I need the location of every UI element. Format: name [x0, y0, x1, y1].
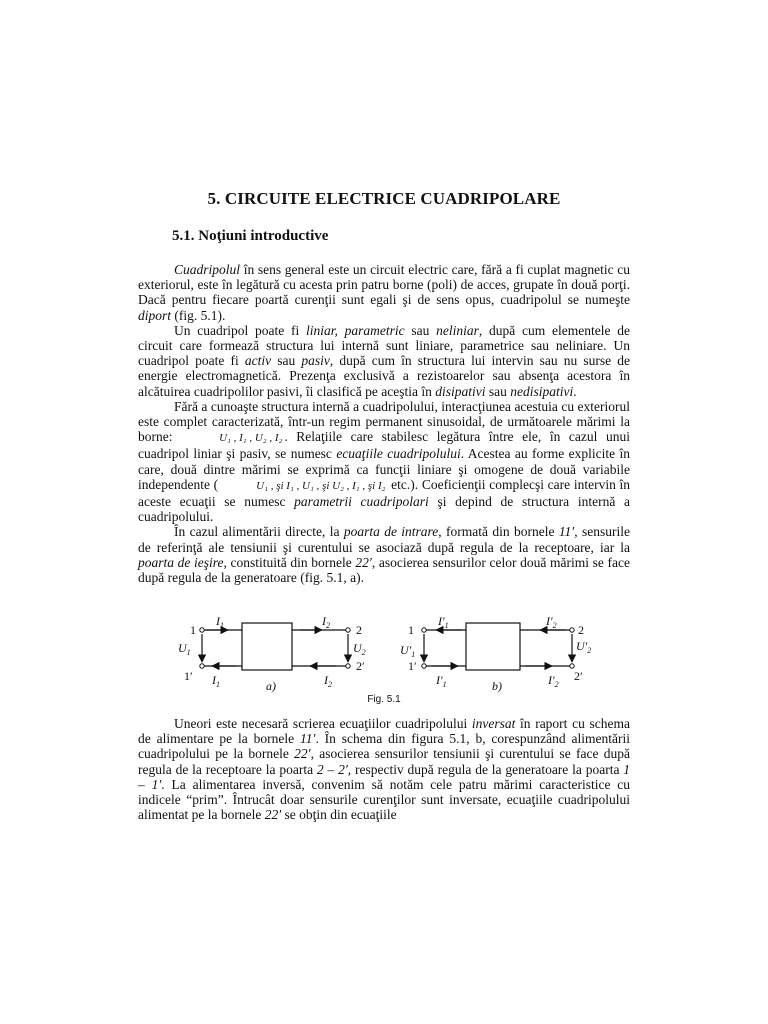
terminal-1p-a — [200, 664, 204, 668]
paragraph-1: Cuadripolul în sens general este un circuit electric care, fără a fi cuplat magnetic cu exteriorul, este în legătură cu acesta prin patru borne (poli) de acces, grupate în două porţi. Dacă pentru fiecare poartă curenţii sunt egali şi de sens opus, cuadripolul se numeşte diport (fig. 5.1). — [138, 262, 630, 323]
label-terminal-1-a: 1 — [190, 623, 196, 637]
label-i2-b: $I'_2$ — [546, 614, 557, 630]
body-text-bottom — [138, 716, 630, 822]
diagram-b — [424, 623, 572, 670]
chapter-title: 5. CIRCUITE ELECTRICE CUADRIPOLARE — [207, 189, 561, 208]
figure-caption: Fig. 5.1 — [367, 694, 401, 705]
terminal-1-b — [422, 628, 426, 632]
label-i2-return-b: $I'_2$ — [548, 673, 559, 689]
label-terminal-2-b: 2 — [578, 623, 584, 637]
label-u2-a: $U_2$ — [353, 641, 366, 657]
terminal-2-b — [570, 628, 574, 632]
label-terminal-2-a: 2 — [356, 623, 362, 637]
label-terminal-2p-a: 2′ — [356, 659, 365, 673]
label-i1-return-a: $I_1$ — [212, 673, 220, 689]
term-cuadripol: Cuadripolul — [174, 262, 241, 277]
label-u2-b: $U'_2$ — [576, 639, 592, 655]
label-terminal-2p-b: 2′ — [574, 669, 583, 683]
terminal-1p-b — [422, 664, 426, 668]
label-terminal-1p-b: 1′ — [408, 659, 417, 673]
label-u1-a: $U_1$ — [178, 641, 191, 657]
body-text-top — [138, 262, 630, 585]
label-i2-return-a: $I_2$ — [324, 673, 332, 689]
paragraph-2: Un cuadripol poate fi liniar, parametric sau neliniar, după cum elementele de circuit care formează structura lui internă sunt liniare, parametrice sau neliniare. Un cuadripol poate fi activ sau pasiv, după cum în structura lui intervin sau nu surse de energie electromagnetică. Prezenţa exclusivă a rezistoarelor sau absenţa acestora în alcătuirea cuadripolilor pasivi, îi clasifică pe aceştia în disipativi sau nedisipativi. — [138, 322, 630, 399]
label-terminal-1p-a: 1′ — [184, 669, 193, 683]
two-port-diagrams — [170, 604, 600, 694]
two-port-box-a — [242, 623, 292, 670]
variable-pairs: U₁ , şi I₁ , U₁ , şi U₂ , I₁ , şi I₂ — [256, 479, 386, 492]
terminal-2-a — [346, 628, 350, 632]
paragraph-4: În cazul alimentării directe, la poarta de intrare, formată din bornele 11′, sensurile de referinţă ale tensiunii şi curentului se asociază după regula de la receptoare, iar la poarta de ieşire, constituită din bornele 22′, asocierea sensurilor celor două mărimi se face după regula de la generatoare (fig. 5.1, a). — [138, 524, 630, 586]
paragraph-3: Fără a cunoaşte structura internă a cuadripolului, interacţiunea acestuia cu exteriorul este complet caracterizată, într-un regim permanent sinusoidal, de următoarele mărimi la borne: U₁ , I₁ , U₂ , I₂ . Relaţiile care stabilesc legătura între ele, în cazul unui cuadripol liniar şi pasiv, se numesc ecuaţiile cuadripolului. Acestea au forme explicite în care, două dintre mărimi se exprimă ca funcţii liniare şi omogene de două variabile independente ( U₁ , şi I₁ , U₁ , şi U₂ , I₁ , şi I₂ etc.). Coeficienţii complecşi care intervin în aceste ecuaţii se numesc parametrii cuadripolari şi depind de structura internă a cuadripolului. — [138, 398, 631, 525]
term-diport: diport — [138, 307, 172, 323]
label-i1-b: $I'_1$ — [438, 614, 449, 630]
paragraph-5: Uneori este necesară scrierea ecuaţiilor cuadripolului inversat în raport cu schema de alimentare pe la bornele 11′. În schema din figura 5.1, b, corespunzând alimentării cuadripolului pe la bornele 22′, asocierea sensurilor tensiunii şi curentului se face după regula de la receptoare la poarta 2 – 2′, respectiv după regula de la generatoare la poarta 1 – 1′. La alimentarea inversă, convenim să notăm cele patru mărimi caracteristice cu indicele “prim”. Întrucât doar sensurile curenţilor sunt inversate, ecuaţiile cuadripolului alimentat pe la bornele 22′ se obţin din ecuaţiile — [138, 716, 631, 823]
label-i1-return-b: $I'_1$ — [436, 673, 447, 689]
terminal-quantities: U₁ , I₁ , U₂ , I₂ — [219, 432, 283, 445]
label-i1-a: $I_1$ — [216, 614, 224, 630]
label-u1-b: $U'_1$ — [400, 643, 416, 659]
label-i2-a: $I_2$ — [322, 614, 330, 630]
sublabel-b: b) — [492, 679, 502, 693]
terminal-2p-b — [570, 664, 574, 668]
terminal-1-a — [200, 628, 204, 632]
two-port-box-b — [466, 623, 520, 670]
sublabel-a: a) — [266, 679, 276, 693]
diagram-a — [202, 623, 348, 670]
label-terminal-1-b: 1 — [408, 623, 414, 637]
terminal-2p-a — [346, 664, 350, 668]
section-title: 5.1. Noţiuni introductive — [172, 228, 329, 244]
